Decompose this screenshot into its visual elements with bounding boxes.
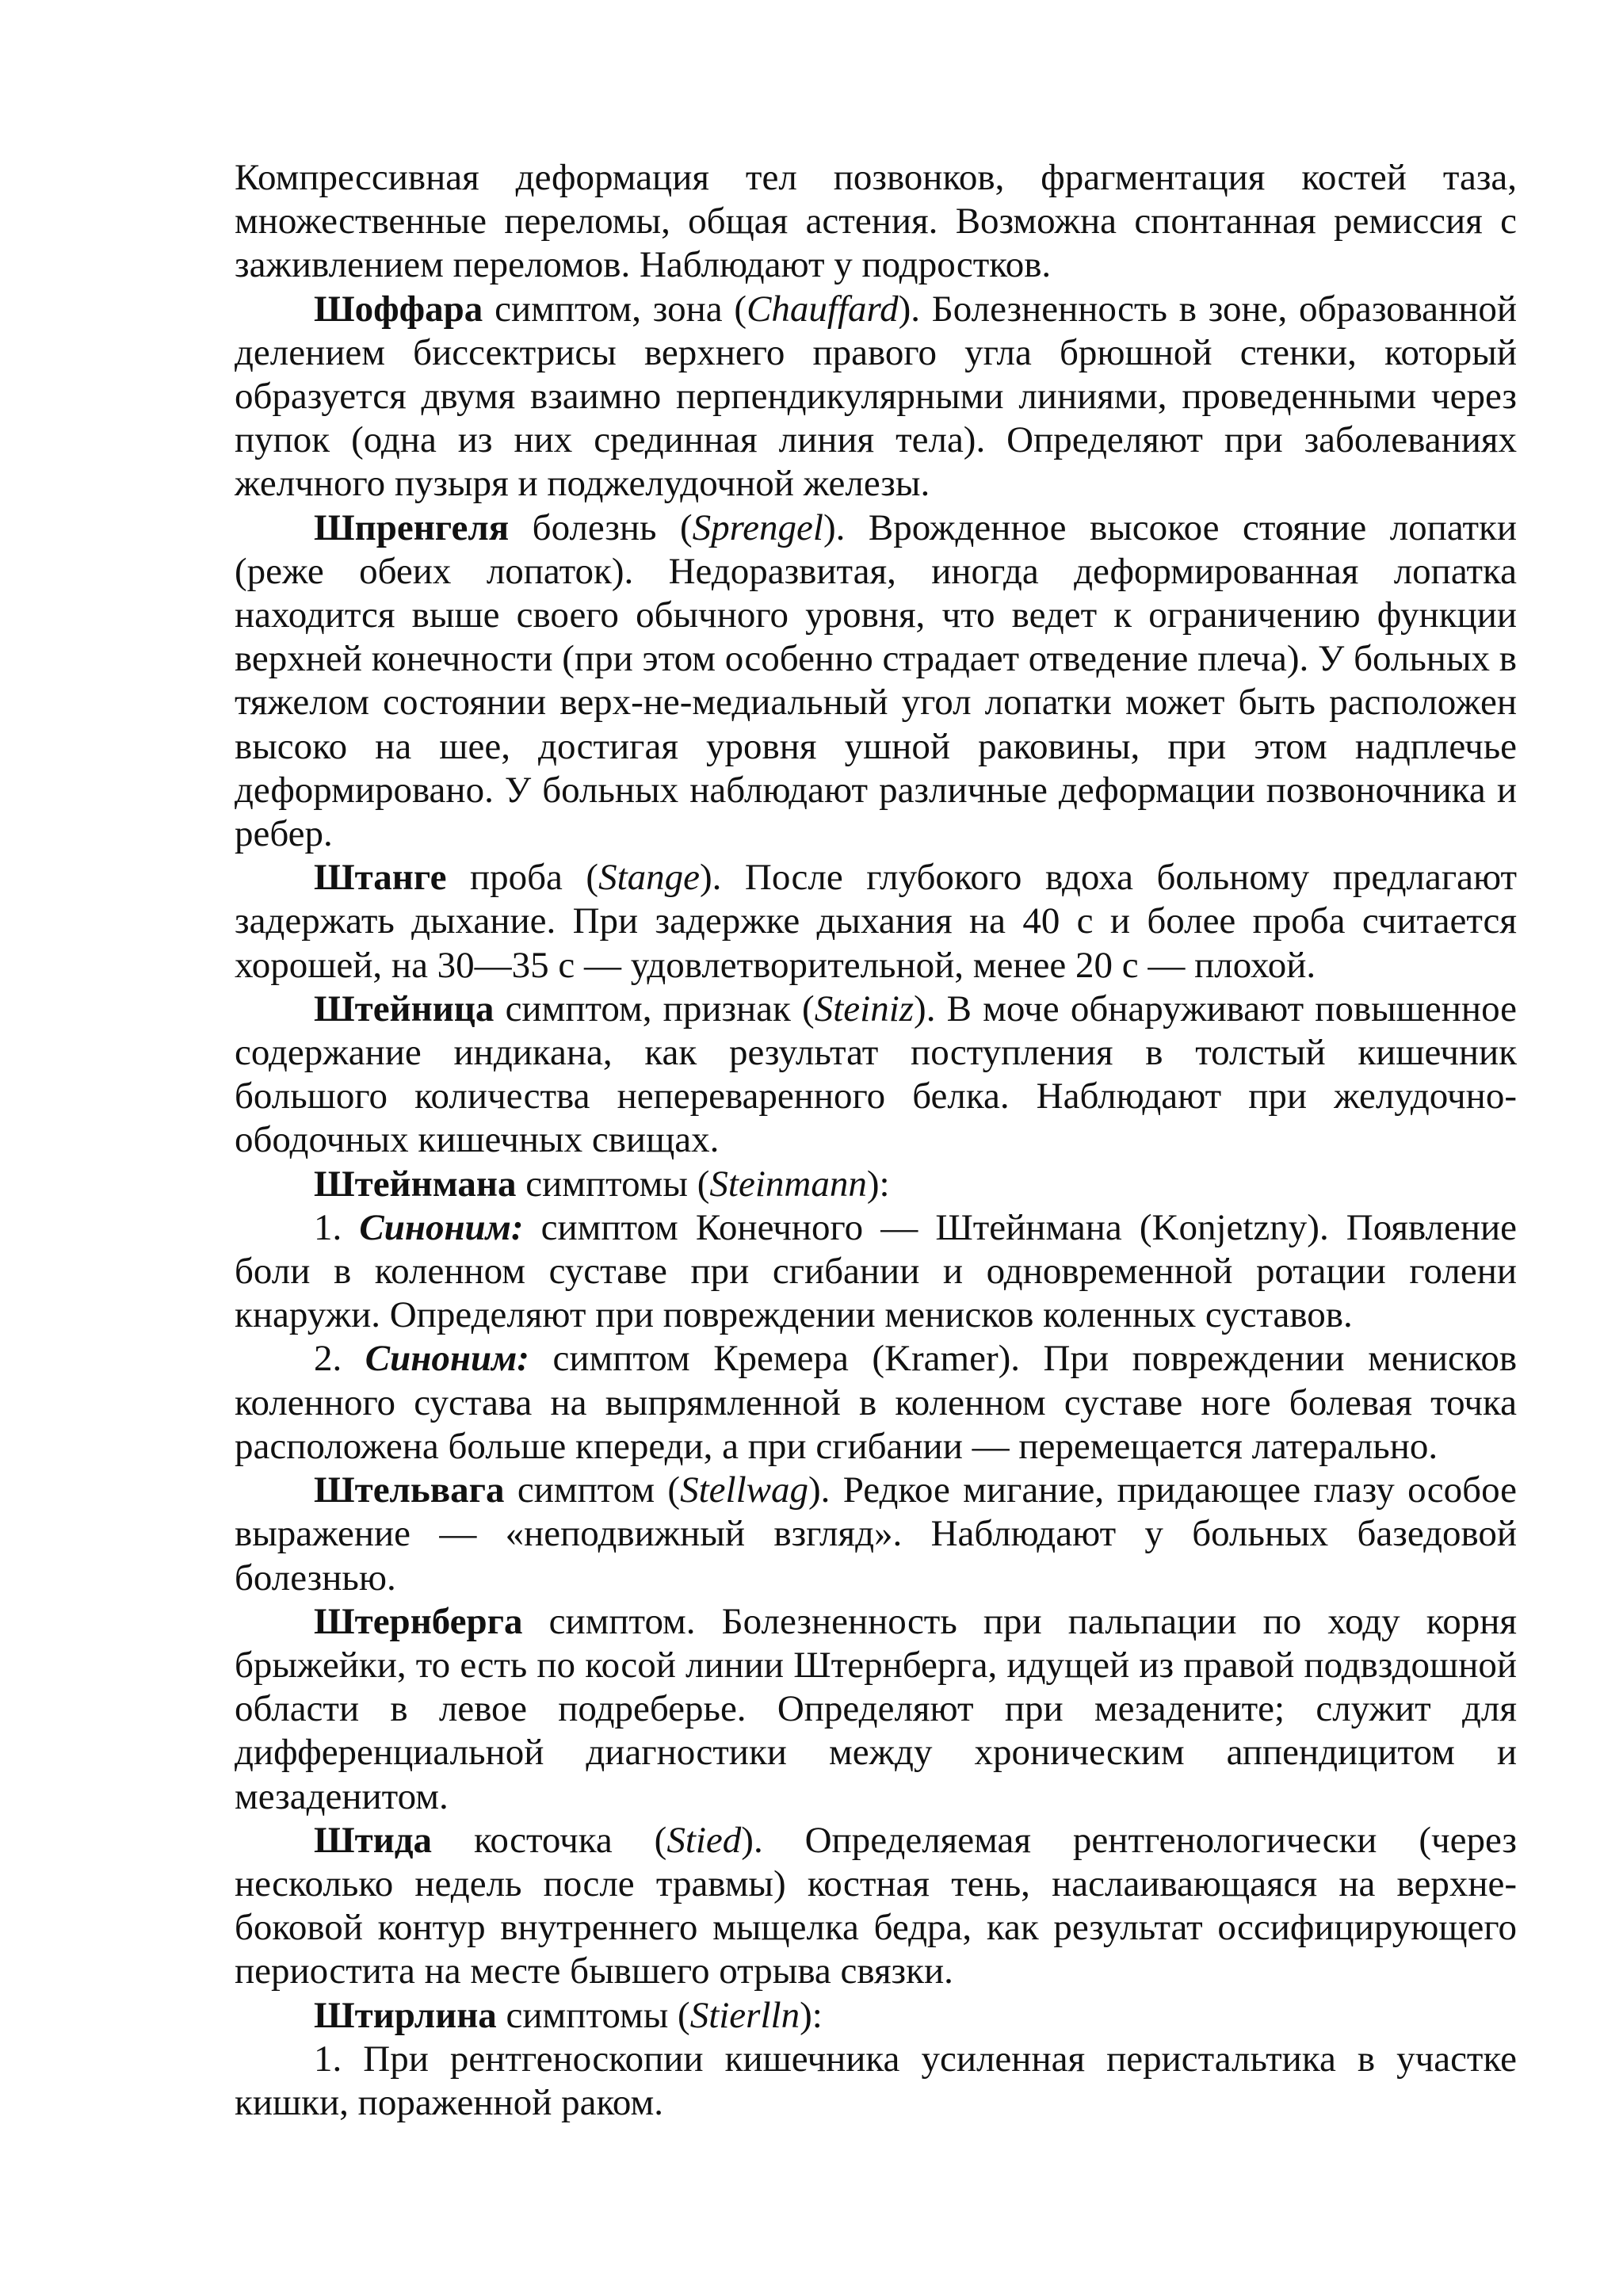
text-run: ). Болезненность в зоне, образованной делением биссектрисы верхнего правого угла брюшной стенки, который образуется двумя взаимно перпендикулярными линиями, проведенными через пупок (одна из них срединная линия тела). Определяют при заболеваниях желчного пузыря и поджелудочной железы. [235,288,1517,505]
latin-name: Stange [598,857,700,899]
text-run: симптомы ( [516,1163,710,1205]
term-heading: Шоффара [314,288,483,330]
paragraph [235,288,1517,506]
text-run: симптом Конечного — Штейнмана (Konjetzny). Появление боли в коленном суставе при сгибании и одновременной ротации голени кнаружи. Определяют при повреждении менисков коленных суставов. [235,1206,1518,1336]
text-run: проба ( [446,857,599,899]
latin-name: Steinmann [709,1163,867,1205]
text-run: ). После глубокого вдоха больному предлагают задержать дыхание. При задержке дыхания на 40 с и более проба считается хорошей, на 30—35 с — удовлетворительной, менее 20 с — плохой. [235,857,1517,986]
text-run: болезнь ( [509,506,693,548]
document-page [235,156,1517,2125]
latin-name: Stierlln [689,1994,800,2036]
text-run: ). В моче обнаруживают повышенное содержание индикана, как результат поступления в толстый кишечник большого количества непереваренного белка. Наблюдают при желудочно-ободочных кишечных свищах. [235,988,1518,1161]
text-run: ): [866,1163,890,1205]
latin-name: Sprengel [692,506,823,548]
text-run: косточка ( [432,1819,667,1861]
term-heading: Шпренгеля [314,506,510,548]
term-heading: Штирлина [314,1994,497,2036]
latin-name: Stied [666,1819,742,1861]
paragraph [235,856,1517,988]
paragraph [235,1337,1517,1469]
text-run: Компрессивная деформация тел позвонков, фрагментация костей таза, множественные переломы, общая астения. Возможна спонтанная ремиссия с заживлением переломов. Наблюдают у подростков. [235,157,1517,286]
text-run: ): [800,1994,823,2036]
text-run: 1. [314,1206,360,1248]
term-heading: Штида [314,1819,433,1861]
paragraph [235,1469,1517,1600]
latin-name: Chauffard [747,288,899,330]
term-heading: Штейнмана [314,1163,517,1205]
text-run: симптом, признак ( [494,988,815,1030]
text-run: ). Редкое мигание, придающее глазу особое выражение — «неподвижный взгляд». Наблюдают у больных базедовой болезнью. [235,1469,1517,1599]
paragraph [235,1819,1517,1994]
paragraph [235,156,1517,288]
term-heading: Штанге [314,857,447,899]
paragraph [235,1163,1517,1206]
latin-name: Stellwag [680,1469,808,1511]
paragraph [235,988,1517,1163]
paragraph [235,1206,1517,1338]
paragraph [235,2038,1517,2125]
text-run: 1. При рентгеноскопии кишечника усиленная перистальтика в участке кишки, пораженной раком. [235,2038,1517,2123]
paragraph [235,506,1517,857]
paragraph [235,1600,1517,1819]
text-run: ). Определяемая рентгенологически (через несколько недель после травмы) костная тень, наслаивающаяся на верхне-боковой контур внутреннего мыщелка бедра, как результат оссифицирующего периостита на месте бывшего отрыва связки. [235,1819,1517,1992]
text-run: симптомы ( [496,1994,690,2036]
text-run: ). Врожденное высокое стояние лопатки (реже обеих лопаток). Недоразвитая, иногда деформированная лопатка находится выше своего обычного уровня, что ведет к ограничению функции верхней конечности (при этом особенно страдает отведение плеча). У больных в тяжелом состоянии верх-не-медиальный угол лопатки может быть расположен высоко на шее, достигая уровня ушной раковины, при этом надплечье деформировано. У больных наблюдают различные деформации позвоночника и ребер. [235,506,1517,855]
synonym-label: Синоним: [365,1338,529,1380]
text-run: симптом Кремера (Kramer). При повреждении менисков коленного сустава на выпрямленной в коленном суставе ноге болевая точка расположена больше кпереди, а при сгибании — перемещается латерально. [235,1338,1518,1467]
text-run: симптом. Болезненность при пальпации по ходу корня брыжейки, то есть по косой линии Штернберга, идущей из правой подвздошной области в левое подреберье. Определяют при мезадените; служит для дифференциальной диагностики между хроническим аппендицитом и мезаденитом. [235,1600,1517,1817]
text-run: симптом, зона ( [483,288,747,330]
term-heading: Штейница [314,988,495,1030]
synonym-label: Синоним: [359,1206,524,1248]
latin-name: Steiniz [814,988,915,1030]
term-heading: Штернберга [314,1600,523,1642]
term-heading: Штельвага [314,1469,505,1511]
text-run: 2. [314,1338,365,1380]
paragraph [235,1994,1517,2038]
text-run: симптом ( [504,1469,681,1511]
